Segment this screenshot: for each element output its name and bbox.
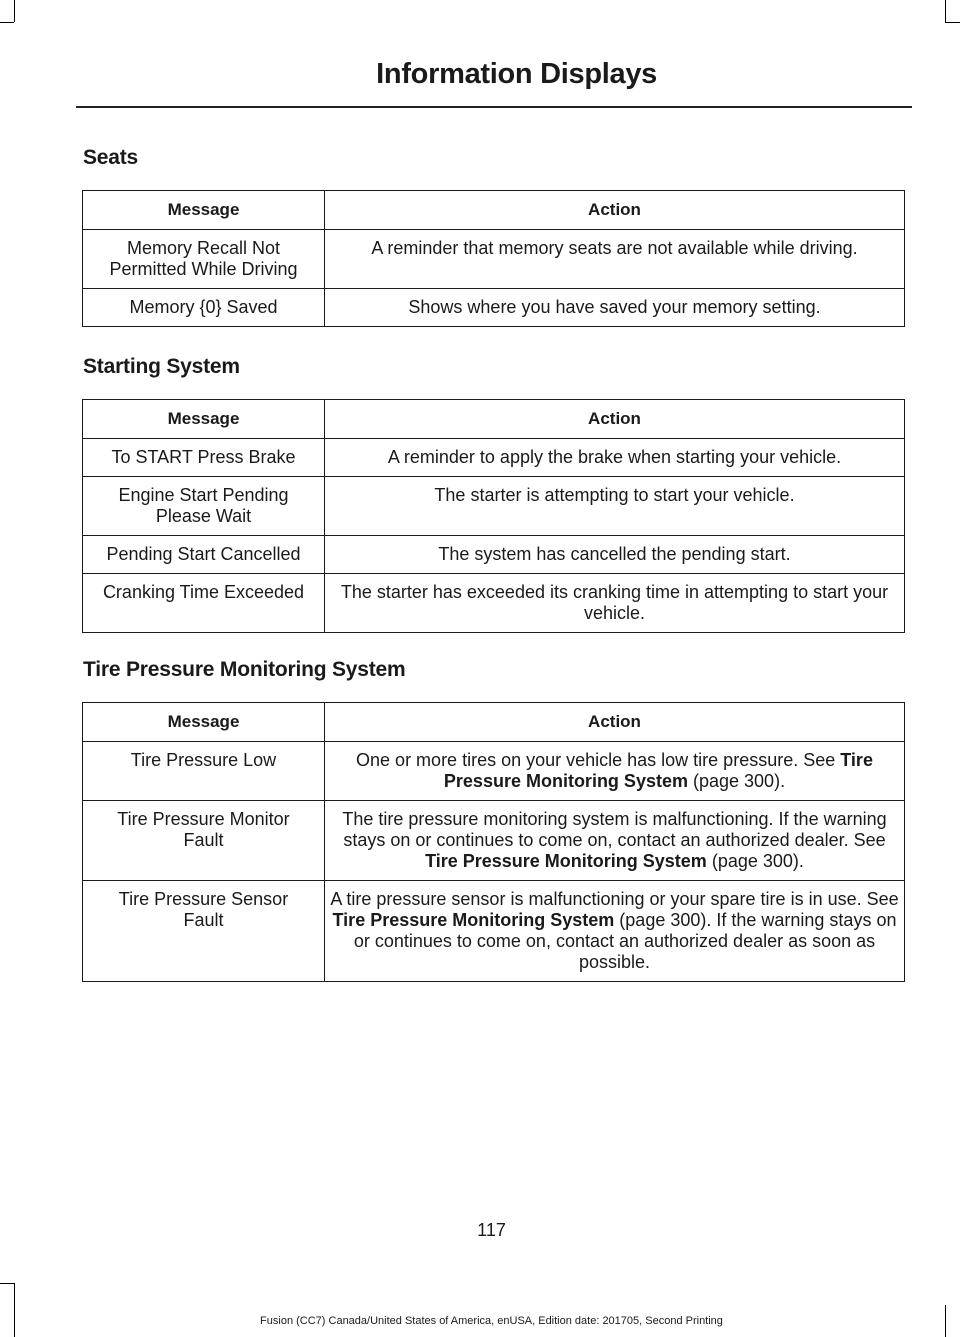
message-column-header: Message [83, 400, 325, 439]
seats-table [82, 190, 905, 327]
action-cell: The starter has exceeded its cranking time in attempting to start your vehicle. [325, 574, 905, 633]
page-reference: (page 300). If the warning stays on or continues to come on, contact an authorized dealer as soon as possible. [353, 910, 897, 972]
action-cell: Shows where you have saved your memory setting. [325, 289, 905, 327]
section-heading-starting-system: Starting System [83, 355, 240, 378]
action-column-header: Action [325, 191, 905, 230]
table-row [83, 536, 905, 574]
message-cell: To START Press Brake [83, 439, 325, 477]
message-cell: Memory {0} Saved [83, 289, 325, 327]
message-cell: Memory Recall Not Permitted While Driving [83, 230, 325, 289]
message-cell: Tire Pressure Sensor Fault [83, 881, 325, 982]
message-column-header: Message [83, 703, 325, 742]
section-heading-seats: Seats [83, 146, 139, 169]
table-header-row [83, 191, 905, 230]
crop-mark [14, 1283, 15, 1337]
action-text: One or more tires on your vehicle has low tire pressure. See [356, 750, 836, 770]
action-text: A tire pressure sensor is malfunctioning or your spare tire is in use. See [330, 889, 899, 909]
action-column-header: Action [325, 703, 905, 742]
crop-mark [945, 0, 946, 22]
crop-mark [945, 22, 960, 23]
table-row [83, 477, 905, 536]
table-row [83, 881, 905, 982]
message-cell: Tire Pressure Monitor Fault [83, 801, 325, 881]
page-reference: (page 300). [711, 851, 804, 871]
table-header-row [83, 703, 905, 742]
starting-system-table [82, 399, 905, 633]
crop-mark [0, 22, 14, 23]
crop-mark [0, 1283, 14, 1284]
action-cell [325, 742, 905, 801]
action-cell [325, 881, 905, 982]
table-row [83, 801, 905, 881]
table-header-row [83, 400, 905, 439]
table-row [83, 742, 905, 801]
action-cell: The system has cancelled the pending start. [325, 536, 905, 574]
message-column-header: Message [83, 191, 325, 230]
action-cell: The starter is attempting to start your vehicle. [325, 477, 905, 536]
cross-reference-link[interactable]: Tire Pressure Monitoring System [332, 910, 615, 930]
action-cell: A reminder to apply the brake when starting your vehicle. [325, 439, 905, 477]
page-reference: (page 300). [693, 771, 786, 791]
message-cell: Engine Start Pending Please Wait [83, 477, 325, 536]
footer-text: Fusion (CC7) Canada/United States of America, enUSA, Edition date: 201705, Second Printing [260, 1315, 723, 1327]
message-cell: Pending Start Cancelled [83, 536, 325, 574]
message-cell: Tire Pressure Low [83, 742, 325, 801]
section-heading-tire-pressure: Tire Pressure Monitoring System [83, 658, 406, 681]
action-text: The tire pressure monitoring system is malfunctioning. If the warning stays on or continues to come on, contact an authorized dealer. See [342, 809, 887, 850]
table-row [83, 439, 905, 477]
table-row [83, 230, 905, 289]
cross-reference-link[interactable]: Tire Pressure Monitoring System [425, 851, 707, 871]
table-row [83, 289, 905, 327]
crop-mark [14, 0, 15, 22]
action-column-header: Action [325, 400, 905, 439]
message-cell: Cranking Time Exceeded [83, 574, 325, 633]
page-title: Information Displays [376, 58, 657, 90]
action-cell [325, 801, 905, 881]
page-number: 117 [477, 1220, 506, 1240]
tire-pressure-table [82, 702, 905, 982]
header-rule [76, 106, 912, 108]
cross-reference-link[interactable]: Tire Pressure Monitoring System [443, 750, 873, 791]
table-row [83, 574, 905, 633]
action-cell: A reminder that memory seats are not available while driving. [325, 230, 905, 289]
